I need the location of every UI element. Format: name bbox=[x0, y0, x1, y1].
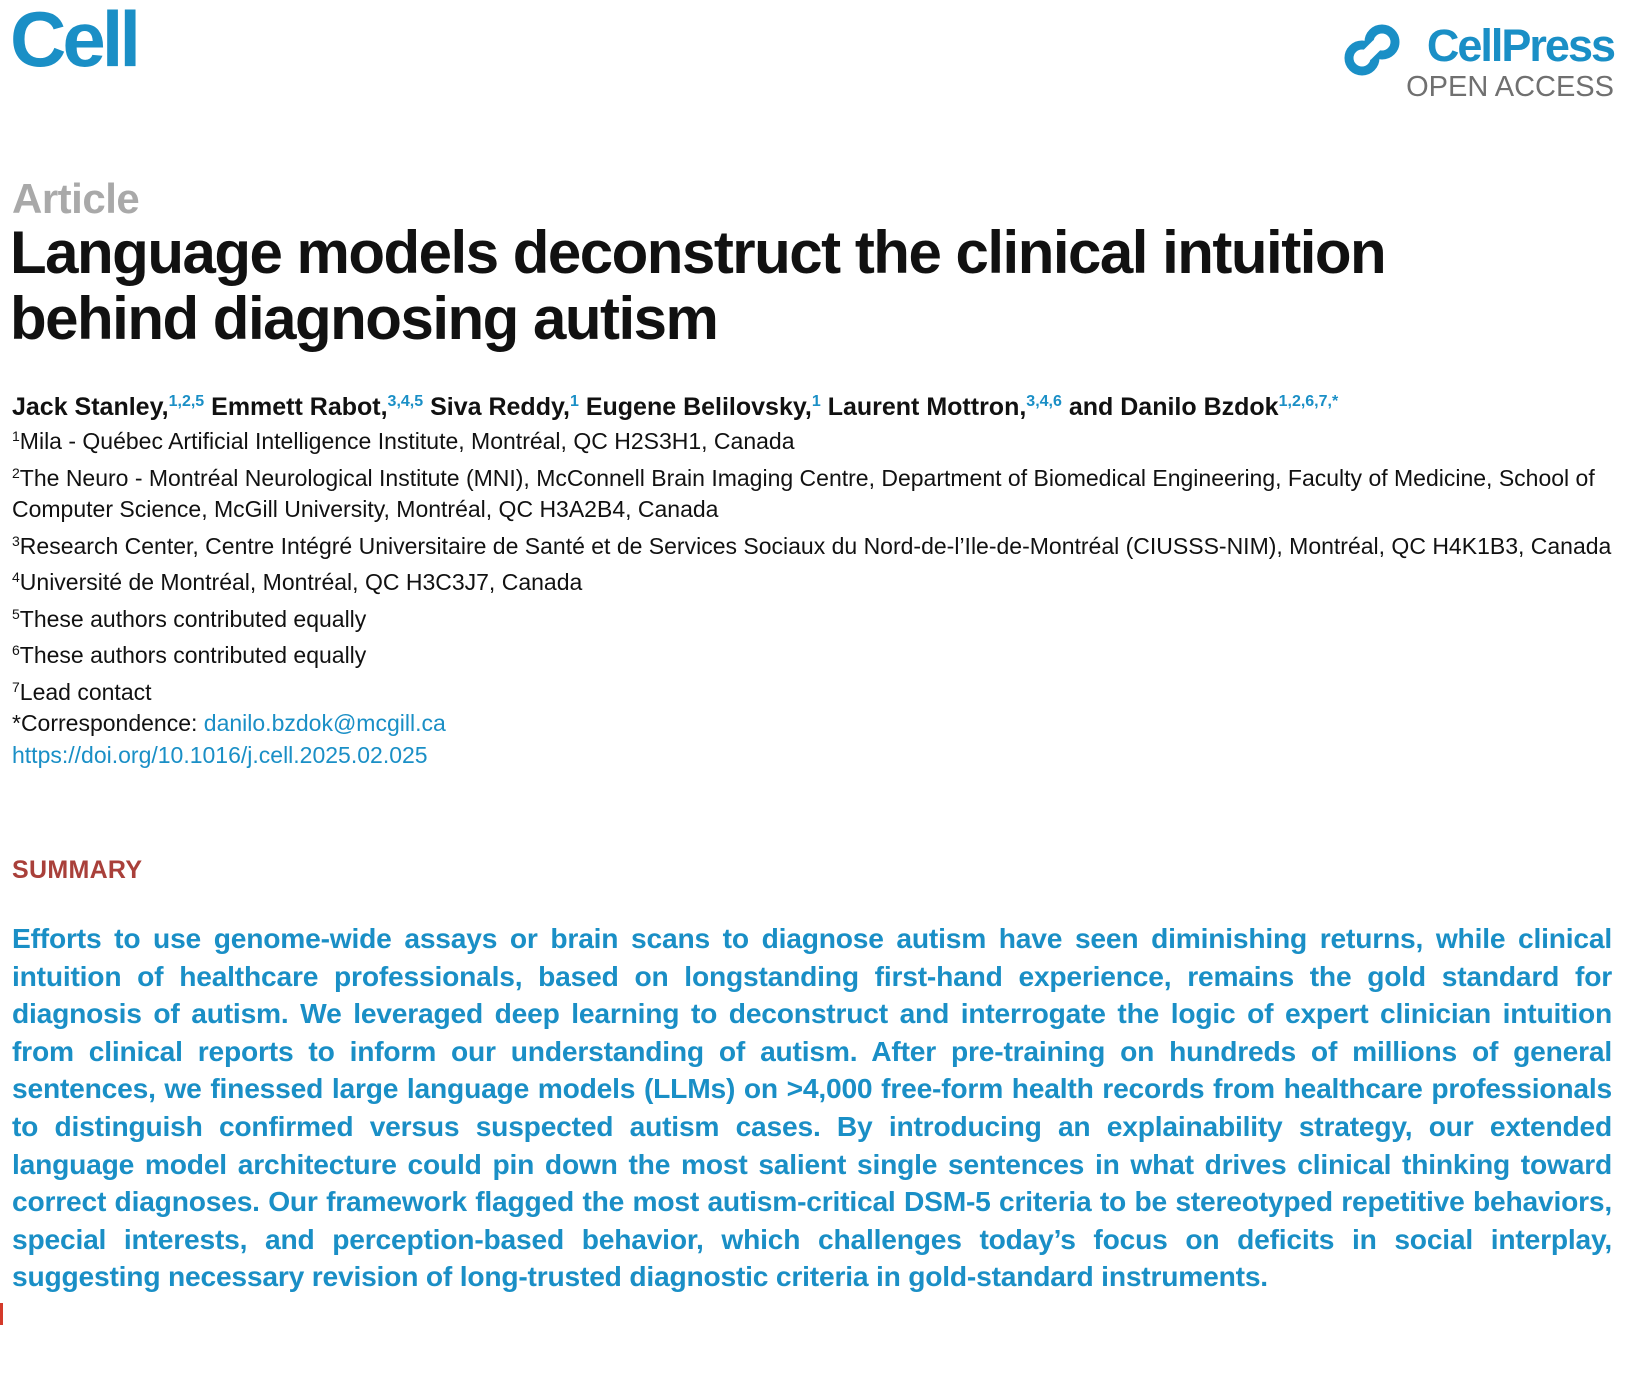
open-access-label: OPEN ACCESS bbox=[1406, 71, 1614, 103]
affiliation-number: 1 bbox=[12, 428, 20, 444]
author-name[interactable]: Emmett Rabot, bbox=[211, 393, 388, 421]
author-conjunction: and bbox=[1068, 393, 1121, 421]
cellpress-logo-icon bbox=[1344, 22, 1400, 78]
author-affiliation-marker[interactable]: 3,4,6 bbox=[1026, 393, 1062, 410]
affiliation-text: The Neuro - Montréal Neurological Institute (MNI), McConnell Brain Imaging Centre, Department of Biomedical Engineering, Faculty of Medicine, School of Computer Science, McGill University, Montréal, QC H3A2B4, Canada bbox=[12, 464, 1595, 522]
affiliation-number: 3 bbox=[12, 532, 20, 549]
author-list bbox=[12, 386, 1612, 423]
author-affiliation-marker[interactable]: 1 bbox=[569, 393, 579, 410]
affiliation-text: Research Center, Centre Intégré Universitaire de Santé et de Services Sociaux du Nord-de-l’Ile-de-Montréal (CIUSSS-NIM), Montréal, QC H4K1B3, Canada bbox=[19, 532, 1612, 559]
affiliation-number: 2 bbox=[12, 464, 20, 481]
margin-mark bbox=[0, 1303, 3, 1325]
publisher-text bbox=[1406, 20, 1614, 102]
journal-logo[interactable]: Cell bbox=[10, 0, 138, 83]
publisher-block[interactable] bbox=[1344, 20, 1614, 102]
affiliation-text: Lead contact bbox=[19, 678, 152, 705]
author-name[interactable]: Laurent Mottron, bbox=[827, 393, 1027, 421]
publisher-name: CellPress bbox=[1426, 20, 1614, 71]
affiliation-number: 4 bbox=[12, 569, 20, 585]
correspondence-email-link[interactable]: danilo.bzdok@mcgill.ca bbox=[203, 710, 446, 736]
doi-link[interactable]: https://doi.org/10.1016/j.cell.2025.02.025 bbox=[12, 741, 428, 768]
affiliation-text: Université de Montréal, Montréal, QC H3C3J7, Canada bbox=[19, 569, 583, 595]
affiliation-text: These authors contributed equally bbox=[19, 642, 367, 668]
article-title: Language models deconstruct the clinical intuition behind diagnosing autism bbox=[10, 219, 1386, 352]
affiliation-item bbox=[12, 635, 1612, 672]
article-type: Article bbox=[12, 175, 140, 222]
affiliation-number: 5 bbox=[12, 605, 20, 622]
affiliation-list bbox=[12, 421, 1612, 771]
affiliations bbox=[12, 421, 1612, 708]
correspondence-line bbox=[12, 708, 1612, 740]
affiliation-item bbox=[12, 526, 1612, 563]
author-name[interactable]: Eugene Belilovsky, bbox=[585, 393, 812, 421]
author-affiliation-marker[interactable]: 1,2,5 bbox=[168, 393, 205, 410]
affiliation-number: 6 bbox=[12, 642, 20, 658]
author-name[interactable]: Siva Reddy, bbox=[430, 393, 570, 421]
affiliation-number: 7 bbox=[12, 678, 20, 695]
affiliation-item bbox=[12, 458, 1612, 526]
author-affiliation-marker[interactable]: 1,2,6,7,* bbox=[1278, 393, 1339, 410]
affiliation-item bbox=[12, 672, 1612, 709]
author-affiliation-marker[interactable]: 3,4,5 bbox=[387, 393, 424, 410]
author-name[interactable]: Danilo Bzdok bbox=[1120, 393, 1279, 421]
author-name[interactable]: Jack Stanley, bbox=[12, 393, 169, 421]
author-affiliation-marker[interactable]: 1 bbox=[811, 393, 821, 410]
affiliation-item bbox=[12, 599, 1612, 636]
affiliation-item bbox=[12, 421, 1612, 458]
correspondence-label: *Correspondence: bbox=[12, 710, 204, 736]
affiliation-item bbox=[12, 562, 1612, 599]
summary-heading: SUMMARY bbox=[12, 856, 143, 884]
summary-text: Efforts to use genome-wide assays or brain scans to diagnose autism have seen diminishing returns, while clinical intuition of healthcare professionals, based on longstanding first-hand experience, remains the gold standard for diagnosis of autism. We leveraged deep learning to deconstruct and interrogate the logic of expert clinician intuition from clinical reports to inform our understanding of autism. After pre-training on hundreds of millions of general sentences, we finessed large language models (LLMs) on >4,000 free-form health records from healthcare professionals to distinguish confirmed versus suspected autism cases. By introducing an explainability strategy, our extended language model architecture could pin down the most salient single sentences in what drives clinical thinking toward correct diagnoses. Our framework flagged the most autism-critical DSM-5 criteria to be stereotyped repetitive behaviors, special interests, and perception-based behavior, which challenges today’s focus on deficits in social interplay, suggesting necessary revision of long-trusted diagnostic criteria in gold-standard instruments. bbox=[12, 922, 1612, 1293]
affiliation-text: Mila - Québec Artificial Intelligence Institute, Montréal, QC H2S3H1, Canada bbox=[19, 428, 795, 454]
affiliation-text: These authors contributed equally bbox=[19, 605, 367, 632]
